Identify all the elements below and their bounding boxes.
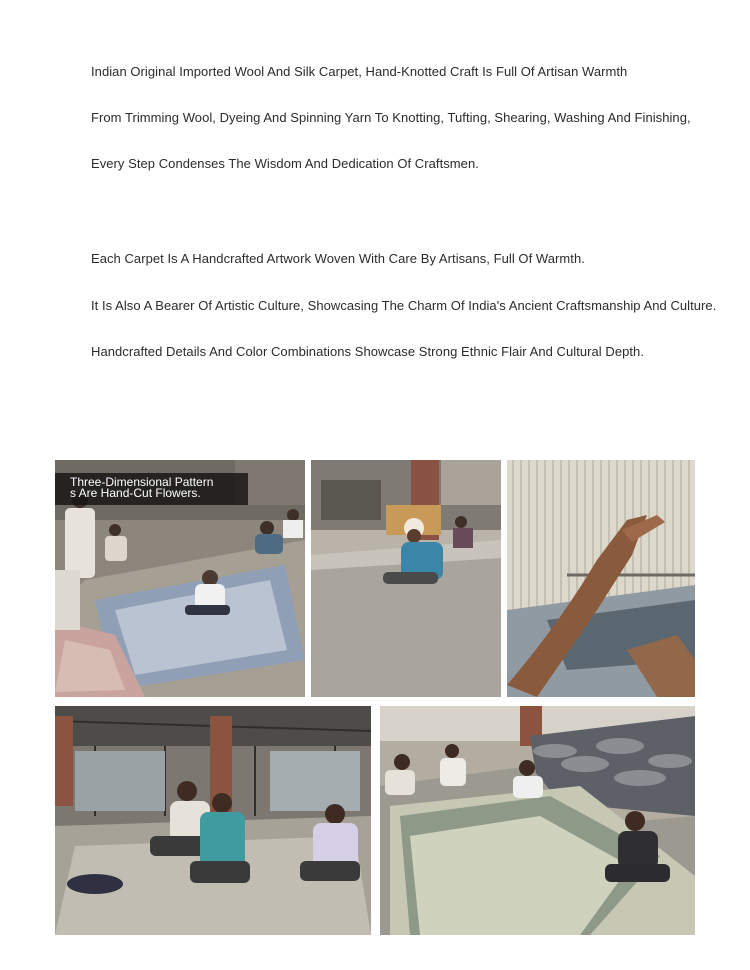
photo-artisans-working-large-carpet bbox=[380, 706, 695, 935]
details-line-3: Handcrafted Details And Color Combinations Showcase Strong Ethnic Flair And Cultural Depth. bbox=[91, 344, 644, 359]
photo-artisan-shearing bbox=[311, 460, 501, 697]
caption-line-1: Three-Dimensional Pattern bbox=[70, 475, 214, 489]
intro-line-2: From Trimming Wool, Dyeing And Spinning Yarn To Knotting, Tufting, Shearing, Washing And Finishing, bbox=[91, 110, 691, 125]
photo-hand-knotting-loom bbox=[507, 460, 695, 697]
caption-line-2: s Are Hand-Cut Flowers. bbox=[70, 486, 201, 500]
intro-line-3: Every Step Condenses The Wisdom And Dedication Of Craftsmen. bbox=[91, 156, 479, 171]
photo-artisans-in-workshop bbox=[55, 706, 371, 935]
details-line-1: Each Carpet Is A Handcrafted Artwork Woven With Care By Artisans, Full Of Warmth. bbox=[91, 251, 585, 266]
details-line-2: It Is Also A Bearer Of Artistic Culture, Showcasing The Charm Of India's Ancient Craftsmanship And Culture. bbox=[91, 298, 717, 313]
photo-caption bbox=[55, 473, 248, 505]
intro-line-1: Indian Original Imported Wool And Silk Carpet, Hand-Knotted Craft Is Full Of Artisan Warmth bbox=[91, 64, 628, 79]
